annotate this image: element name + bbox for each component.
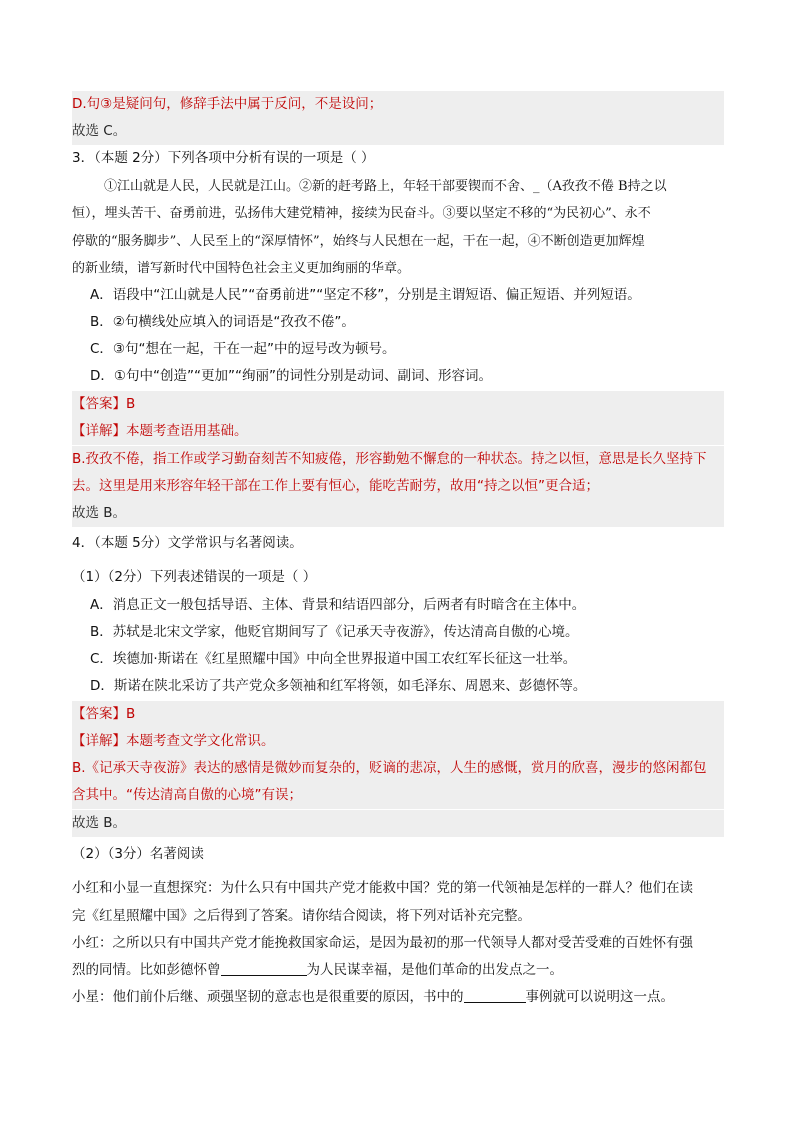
q4-sub1-option-d: D．斯诺在陕北采访了共产党众多领袖和红军将领，如毛泽东、周恩来、彭德怀等。	[90, 678, 587, 694]
detail-text: 本题考查文学文化常识。	[126, 733, 275, 749]
q3-explanation-line: 去。这里是用来形容年轻干部在工作上要有恒心，能吃苦耐劳，故用“持之以恒”更合适；	[72, 473, 724, 500]
answer-blank-2[interactable]	[464, 988, 526, 1003]
q4-sub2-stem: （2）（3分）名著阅读	[72, 846, 204, 862]
q3-passage-line: 恒），埋头苦干、奋勇前进，弘扬伟大建党精神，接续为民奋斗。③要以坚定不移的“为民初心”、永不	[72, 206, 651, 221]
q4-sub1-option-c: C．埃德加·斯诺在《红星照耀中国》中向全世界报道中国工农红军长征这一壮举。	[90, 651, 577, 667]
xiaohong-line-1: 小红：之所以只有中国共产党才能挽救国家命运，是因为最初的那一代领导人都对受苦受难的百姓怀有强	[72, 935, 693, 951]
q2-analysis-line: D.句③是疑问句，修辞手法中属于反问，不是设问；	[72, 91, 724, 118]
q3-passage-line: 停歇的“服务脚步”、人民至上的“深厚情怀”，始终与人民想在一起，干在一起，④不断创造更加辉煌	[72, 234, 645, 249]
q3-stem: 3．（本题 2分）下列各项中分析有误的一项是（ ）	[72, 150, 375, 166]
q3-explanation-line: B.孜孜不倦，指工作或学习勤奋刻苦不知疲倦，形容勤勉不懈怠的一种状态。持之以恒，意思是长久坚持下	[72, 446, 724, 473]
answer-blank-1[interactable]	[221, 961, 307, 976]
xiaohong-text-before-blank: 烈的同情。比如彭德怀曾	[72, 962, 221, 978]
q3-passage-line: ①江山就是人民，人民就是江山。②新的赶考路上，年轻干部要锲而不舍、_（A孜孜不倦 B持之以	[104, 179, 667, 194]
q4-conclusion: 故选 B。	[72, 810, 724, 837]
q4-sub2-intro-line: 小红和小显一直想探究：为什么只有中国共产党才能救中国？党的第一代领袖是怎样的一群人？他们在读	[72, 880, 693, 896]
q3-passage-line: 的新业绩，谱写新时代中国特色社会主义更加绚丽的华章。	[72, 261, 411, 276]
xiaohong-line-2	[72, 957, 724, 984]
answer-label: 【答案】	[72, 706, 126, 722]
q4-sub1-option-b: B．苏轼是北宋文学家，他贬官期间写了《记承天寺夜游》，传达清高自傲的心境。	[90, 624, 579, 640]
xiaoxing-line	[72, 984, 724, 1011]
q3-option-c: C．③句“想在一起，干在一起”中的逗号改为顿号。	[90, 341, 396, 357]
q4-detail-row	[72, 728, 724, 755]
q3-option-b: B．②句横线处应填入的词语是“孜孜不倦”。	[90, 314, 355, 330]
xiaoxing-text-after-blank: 事例就可以说明这一点。	[525, 989, 674, 1005]
detail-label: 【详解】	[72, 423, 126, 439]
xiaohong-text-after-blank: 为人民谋幸福，是他们革命的出发点之一。	[306, 962, 563, 978]
q4-answer-row	[72, 701, 724, 728]
q4-sub1-stem: （1）（2分）下列表述错误的一项是（ ）	[72, 569, 317, 585]
q4-explanation-line: 含其中。“传达清高自傲的心境”有误；	[72, 782, 724, 809]
detail-text: 本题考查语用基础。	[126, 423, 248, 439]
q4-sub1-option-a: A．消息正文一般包括导语、主体、背景和结语四部分，后两者有时暗含在主体中。	[90, 597, 586, 613]
q4-stem: 4．（本题 5分）文学常识与名著阅读。	[72, 535, 303, 551]
q4-explanation-line: B.《记承天寺夜游》表达的感情是微妙而复杂的，贬谪的悲凉，人生的感慨，赏月的欣喜，漫步的悠闲都包	[72, 755, 724, 782]
q4-sub2-intro-line: 完《红星照耀中国》之后得到了答案。请你结合阅读，将下列对话补充完整。	[72, 908, 531, 924]
detail-label: 【详解】	[72, 733, 126, 749]
q3-option-d: D．①句中“创造”“更加”“绚丽”的词性分别是动词、副词、形容词。	[90, 368, 492, 384]
q2-conclusion: 故选 C。	[72, 118, 724, 145]
q3-detail-row	[72, 418, 724, 445]
answer-value: B	[126, 706, 136, 722]
q3-conclusion: 故选 B。	[72, 500, 724, 527]
answer-label: 【答案】	[72, 396, 126, 412]
xiaoxing-text-before-blank: 小星：他们前仆后继、顽强坚韧的意志也是很重要的原因，书中的	[72, 989, 464, 1005]
q3-answer-row	[72, 391, 724, 418]
answer-value: B	[126, 396, 136, 412]
q3-option-a: A．语段中“江山就是人民”“奋勇前进”“坚定不移”，分别是主谓短语、偏正短语、并列短语。	[90, 287, 641, 303]
